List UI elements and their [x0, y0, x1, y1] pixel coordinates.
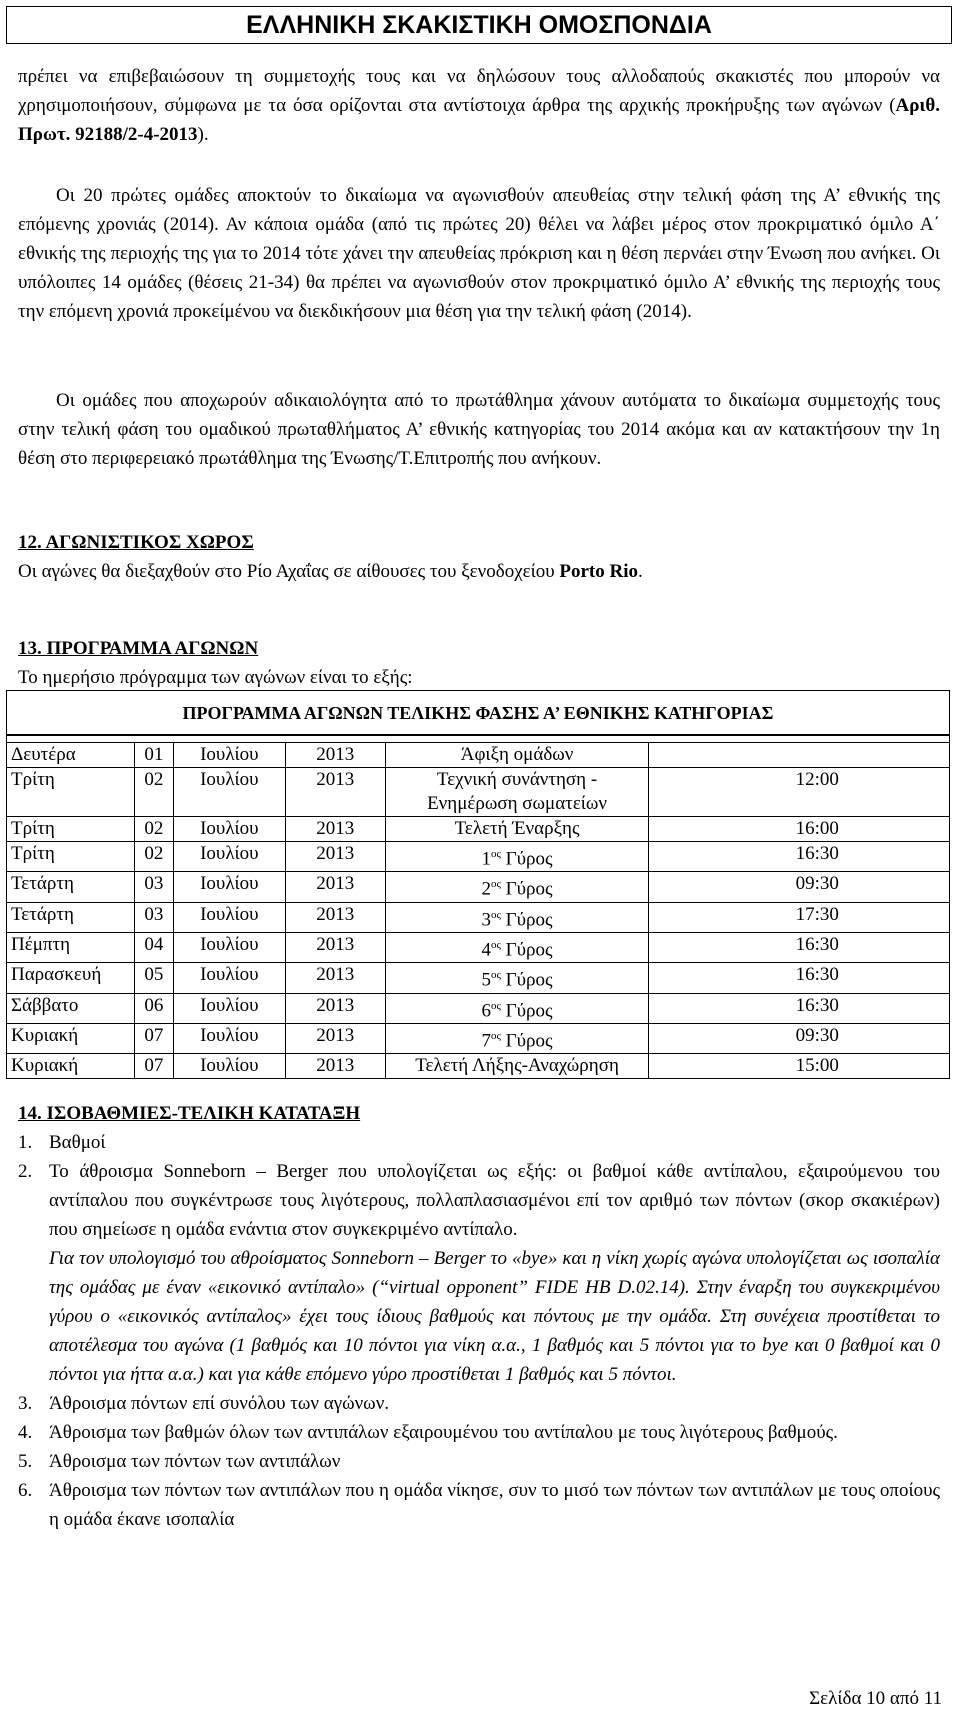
list-text: Άθροισμα των βαθμών όλων των αντιπάλων εξαιρουμένου του αντίπαλου με τους λιγότερους βαθμούς.	[49, 1422, 838, 1443]
date-cell: 07	[134, 1023, 173, 1053]
time-cell: 16:00	[649, 817, 950, 842]
event-text-2: Γύρος	[500, 878, 553, 900]
event-text: Τεχνική συνάντηση -	[436, 769, 598, 790]
day-cell: Κυριακή	[7, 1054, 135, 1079]
section-12-text	[18, 557, 643, 586]
time-cell: 12:00	[649, 768, 950, 817]
day-cell: Δευτέρα	[7, 743, 135, 768]
event-text: 3	[481, 908, 492, 930]
list-text: Βαθμοί	[49, 1132, 106, 1153]
day-cell: Τρίτη	[7, 817, 135, 842]
list-number: 6.	[18, 1480, 33, 1501]
time-cell: 16:30	[649, 842, 950, 872]
schedule-rows	[7, 743, 950, 1079]
table-row	[7, 817, 950, 842]
event-cell	[385, 932, 649, 962]
list-text: Άθροισμα πόντων επί συνόλου των αγώνων.	[49, 1393, 390, 1414]
table-row	[7, 872, 950, 902]
list-item	[18, 1447, 940, 1476]
date-cell: 06	[134, 993, 173, 1023]
event-text-2: Ενημέρωση σωματείων	[427, 793, 608, 814]
hotel-name: Porto Rio	[559, 561, 638, 582]
year-cell: 2013	[285, 932, 385, 962]
date-cell: 05	[134, 963, 173, 993]
tiebreak-list	[18, 1128, 940, 1534]
paragraph-confirm-participation	[18, 62, 940, 149]
schedule-table-caption: ΠΡΟΓΡΑΜΜΑ ΑΓΩΝΩΝ ΤΕΛΙΚΗΣ ΦΑΣΗΣ Α’ ΕΘΝΙΚΗΣ ΚΑΤΗΓΟΡΙΑΣ	[7, 691, 950, 736]
day-cell: Παρασκευή	[7, 963, 135, 993]
protocol-number: Αριθ. Πρωτ. 92188/2-4-2013	[18, 95, 940, 145]
event-text-2: Γύρος	[500, 848, 553, 870]
venue-text: Οι αγώνες θα διεξαχθούν στο Ρίο Αχαΐας σε αίθουσες του ξενοδοχείου	[18, 561, 560, 582]
event-text: Τελετή Λήξης-Αναχώρηση	[415, 1055, 619, 1077]
event-text-2: Γύρος	[500, 908, 553, 930]
page-number: Σελίδα 10 από 11	[809, 1688, 942, 1709]
month-cell: Ιουλίου	[173, 743, 285, 768]
month-cell: Ιουλίου	[173, 1054, 285, 1079]
sonneborn-berger-note: Για τον υπολογισμό του αθροίσματος Sonneborn – Berger το «bye» και η νίκη χωρίς αγώνα υπολογίζεται ως ισοπαλία της ομάδας με έναν «εικονικό αντίπαλο» (“virtual opponent” FIDE HB D.02.14). Στην έναρξη του συγκεκριμένου γύρου ο «εικονικός αντίπαλος» έχει τους ίδιους βαθμούς και πόντους με την ομάδα. Στη συνέχεια προστίθεται το αποτέλεσμα του αγώνα (1 βαθμός και 10 πόντοι για νίκη α.α., 1 βαθμός και 5 πόντοι για το bye και 0 βαθμοί και 0 πόντοι για ήττα α.α.) και για κάθε επόμενο γύρο προστίθεται 1 βαθμός και 5 πόντοι.	[49, 1248, 940, 1385]
list-number: 5.	[18, 1451, 33, 1472]
date-cell: 03	[134, 902, 173, 932]
time-cell: 09:30	[649, 1023, 950, 1053]
list-number: 4.	[18, 1422, 33, 1443]
date-cell: 04	[134, 932, 173, 962]
event-cell	[385, 743, 649, 768]
ordinal-suffix: ος	[491, 938, 501, 951]
month-cell: Ιουλίου	[173, 817, 285, 842]
event-text: 1	[481, 848, 492, 870]
section-13-title: 13. ΠΡΟΓΡΑΜΜΑ ΑΓΩΝΩΝ	[18, 638, 259, 659]
table-row	[7, 1023, 950, 1053]
year-cell: 2013	[285, 963, 385, 993]
year-cell: 2013	[285, 842, 385, 872]
day-cell: Κυριακή	[7, 1023, 135, 1053]
list-item	[18, 1418, 940, 1447]
date-cell: 02	[134, 768, 173, 817]
list-number: 3.	[18, 1393, 33, 1414]
event-text: 2	[481, 878, 492, 900]
event-cell	[385, 1054, 649, 1079]
list-number: 2.	[18, 1161, 33, 1182]
table-row	[7, 1054, 950, 1079]
event-cell	[385, 768, 649, 817]
time-cell: 16:30	[649, 993, 950, 1023]
time-cell: 16:30	[649, 932, 950, 962]
event-cell	[385, 872, 649, 902]
paragraph-qualification: Οι 20 πρώτες ομάδες αποκτούν το δικαίωμα να αγωνισθούν απευθείας στην τελική φάση της Α’ εθνικής της επόμενης χρονιάς (2014). Αν κάποια ομάδα (από τις πρώτες 20) θέλει να λάβει μέρος στον προκριματικό όμιλο Α΄ εθνικής της περιοχής της για το 2014 τότε χάνει την απευθείας πρόκριση και η θέση περνάει στην Ένωση που ανήκει. Οι υπόλοιπες 14 ομάδες (θέσεις 21-34) θα πρέπει να αγωνισθούν στον προκριματικό όμιλο Α’ εθνικής της περιοχής τους την επόμενη χρονιά προκείμένου να διεκδικήσουν μια θέση για την τελική φάση (2014).	[18, 185, 940, 322]
time-cell	[649, 743, 950, 768]
list-text: Άθροισμα των πόντων των αντιπάλων	[49, 1451, 341, 1472]
year-cell: 2013	[285, 768, 385, 817]
event-text: Άφιξη ομάδων	[460, 744, 574, 765]
section-13-intro: Το ημερήσιο πρόγραμμα των αγώνων είναι το εξής:	[18, 667, 413, 688]
ordinal-suffix: ος	[491, 908, 501, 921]
year-cell: 2013	[285, 1023, 385, 1053]
event-cell	[385, 1023, 649, 1053]
year-cell: 2013	[285, 902, 385, 932]
ordinal-suffix: ος	[491, 1029, 501, 1042]
ordinal-suffix: ος	[491, 878, 501, 891]
time-cell: 15:00	[649, 1054, 950, 1079]
month-cell: Ιουλίου	[173, 1023, 285, 1053]
event-text-2: Γύρος	[500, 939, 553, 961]
table-row	[7, 768, 950, 817]
day-cell: Πέμπτη	[7, 932, 135, 962]
event-text-2: Γύρος	[500, 1030, 553, 1052]
day-cell: Τρίτη	[7, 768, 135, 817]
year-cell: 2013	[285, 743, 385, 768]
list-text: Άθροισμα των πόντων των αντιπάλων που η ομάδα νίκησε, συν το μισό των πόντων των αντιπάλων με τους οποίους η ομάδα έκανε ισοπαλία	[49, 1480, 940, 1530]
day-cell: Τρίτη	[7, 842, 135, 872]
month-cell: Ιουλίου	[173, 768, 285, 817]
year-cell: 2013	[285, 872, 385, 902]
paragraph-withdrawal: Οι ομάδες που αποχωρούν αδικαιολόγητα από το πρωτάθλημα χάνουν αυτόματα το δικαίωμα συμμετοχής τους στην τελική φάση του ομαδικού πρωταθλήματος Α’ εθνικής κατηγορίας του 2014 ακόμα και αν κατακτήσουν την 1η θέση στο περιφερειακό πρωτάθλημα της Ένωσης/Τ.Επιτροπής που ανήκουν.	[18, 390, 940, 469]
table-row	[7, 993, 950, 1023]
ordinal-suffix: ος	[491, 999, 501, 1012]
list-item	[18, 1389, 940, 1418]
paragraph-text-end: ).	[197, 124, 209, 145]
event-cell	[385, 817, 649, 842]
list-item	[18, 1128, 940, 1157]
date-cell: 03	[134, 872, 173, 902]
event-text: Τελετή Έναρξης	[454, 818, 580, 839]
paragraph-text: πρέπει να επιβεβαιώσουν τη συμμετοχής τους και να δηλώσουν τους αλλοδαπούς σκακιστές που μπορούν να χρησιμοποιήσουν, σύμφωνα με τα όσα ορίζονται στα αντίστοιχα άρθρα της αρχικής προκήρυξης των αγώνων (	[18, 66, 940, 116]
year-cell: 2013	[285, 817, 385, 842]
date-cell: 02	[134, 842, 173, 872]
event-cell	[385, 993, 649, 1023]
list-text: Το άθροισμα Sonneborn – Berger που υπολογίζεται ως εξής: οι βαθμοί κάθε αντίπαλου, εξαιρούμενου του αντίπαλου που συγκέντρωσε τους λιγότερους, πολλαπλασιασμένοι επί τον αριθμό των πόντων (σκορ σκακιέρων) που σημείωσε η ομάδα ενάντια στον συγκεκριμένο αντίπαλο.	[49, 1161, 940, 1240]
event-text: 6	[481, 999, 492, 1021]
date-cell: 02	[134, 817, 173, 842]
event-text-2: Γύρος	[500, 999, 553, 1021]
month-cell: Ιουλίου	[173, 963, 285, 993]
year-cell: 2013	[285, 1054, 385, 1079]
table-row	[7, 963, 950, 993]
day-cell: Τετάρτη	[7, 872, 135, 902]
month-cell: Ιουλίου	[173, 872, 285, 902]
section-14-title: 14. ΙΣΟΒΑΘΜΙΕΣ-ΤΕΛΙΚΗ ΚΑΤΑΤΑΞΗ	[18, 1103, 361, 1124]
table-row	[7, 842, 950, 872]
event-text: 7	[481, 1030, 492, 1052]
document-header: ΕΛΛΗΝΙΚΗ ΣΚΑΚΙΣΤΙΚΗ ΟΜΟΣΠΟΝΔΙΑ	[6, 6, 952, 44]
date-cell: 01	[134, 743, 173, 768]
list-item	[18, 1157, 940, 1389]
month-cell: Ιουλίου	[173, 993, 285, 1023]
month-cell: Ιουλίου	[173, 842, 285, 872]
venue-text-end: .	[638, 561, 643, 582]
day-cell: Σάββατο	[7, 993, 135, 1023]
event-text-2: Γύρος	[500, 969, 553, 991]
event-text: 5	[481, 969, 492, 991]
section-12-title: 12. ΑΓΩΝΙΣΤΙΚΟΣ ΧΩΡΟΣ	[18, 532, 254, 553]
month-cell: Ιουλίου	[173, 902, 285, 932]
list-item	[18, 1476, 940, 1534]
table-row	[7, 743, 950, 768]
table-spacer	[7, 735, 950, 743]
date-cell: 07	[134, 1054, 173, 1079]
event-cell	[385, 902, 649, 932]
year-cell: 2013	[285, 993, 385, 1023]
event-cell	[385, 842, 649, 872]
event-text: 4	[481, 939, 492, 961]
time-cell: 09:30	[649, 872, 950, 902]
time-cell: 16:30	[649, 963, 950, 993]
list-number: 1.	[18, 1132, 33, 1153]
event-cell	[385, 963, 649, 993]
schedule-table	[6, 690, 950, 1079]
ordinal-suffix: ος	[491, 848, 501, 860]
time-cell: 17:30	[649, 902, 950, 932]
ordinal-suffix: ος	[491, 969, 501, 982]
day-cell: Τετάρτη	[7, 902, 135, 932]
table-row	[7, 932, 950, 962]
month-cell: Ιουλίου	[173, 932, 285, 962]
table-row	[7, 902, 950, 932]
